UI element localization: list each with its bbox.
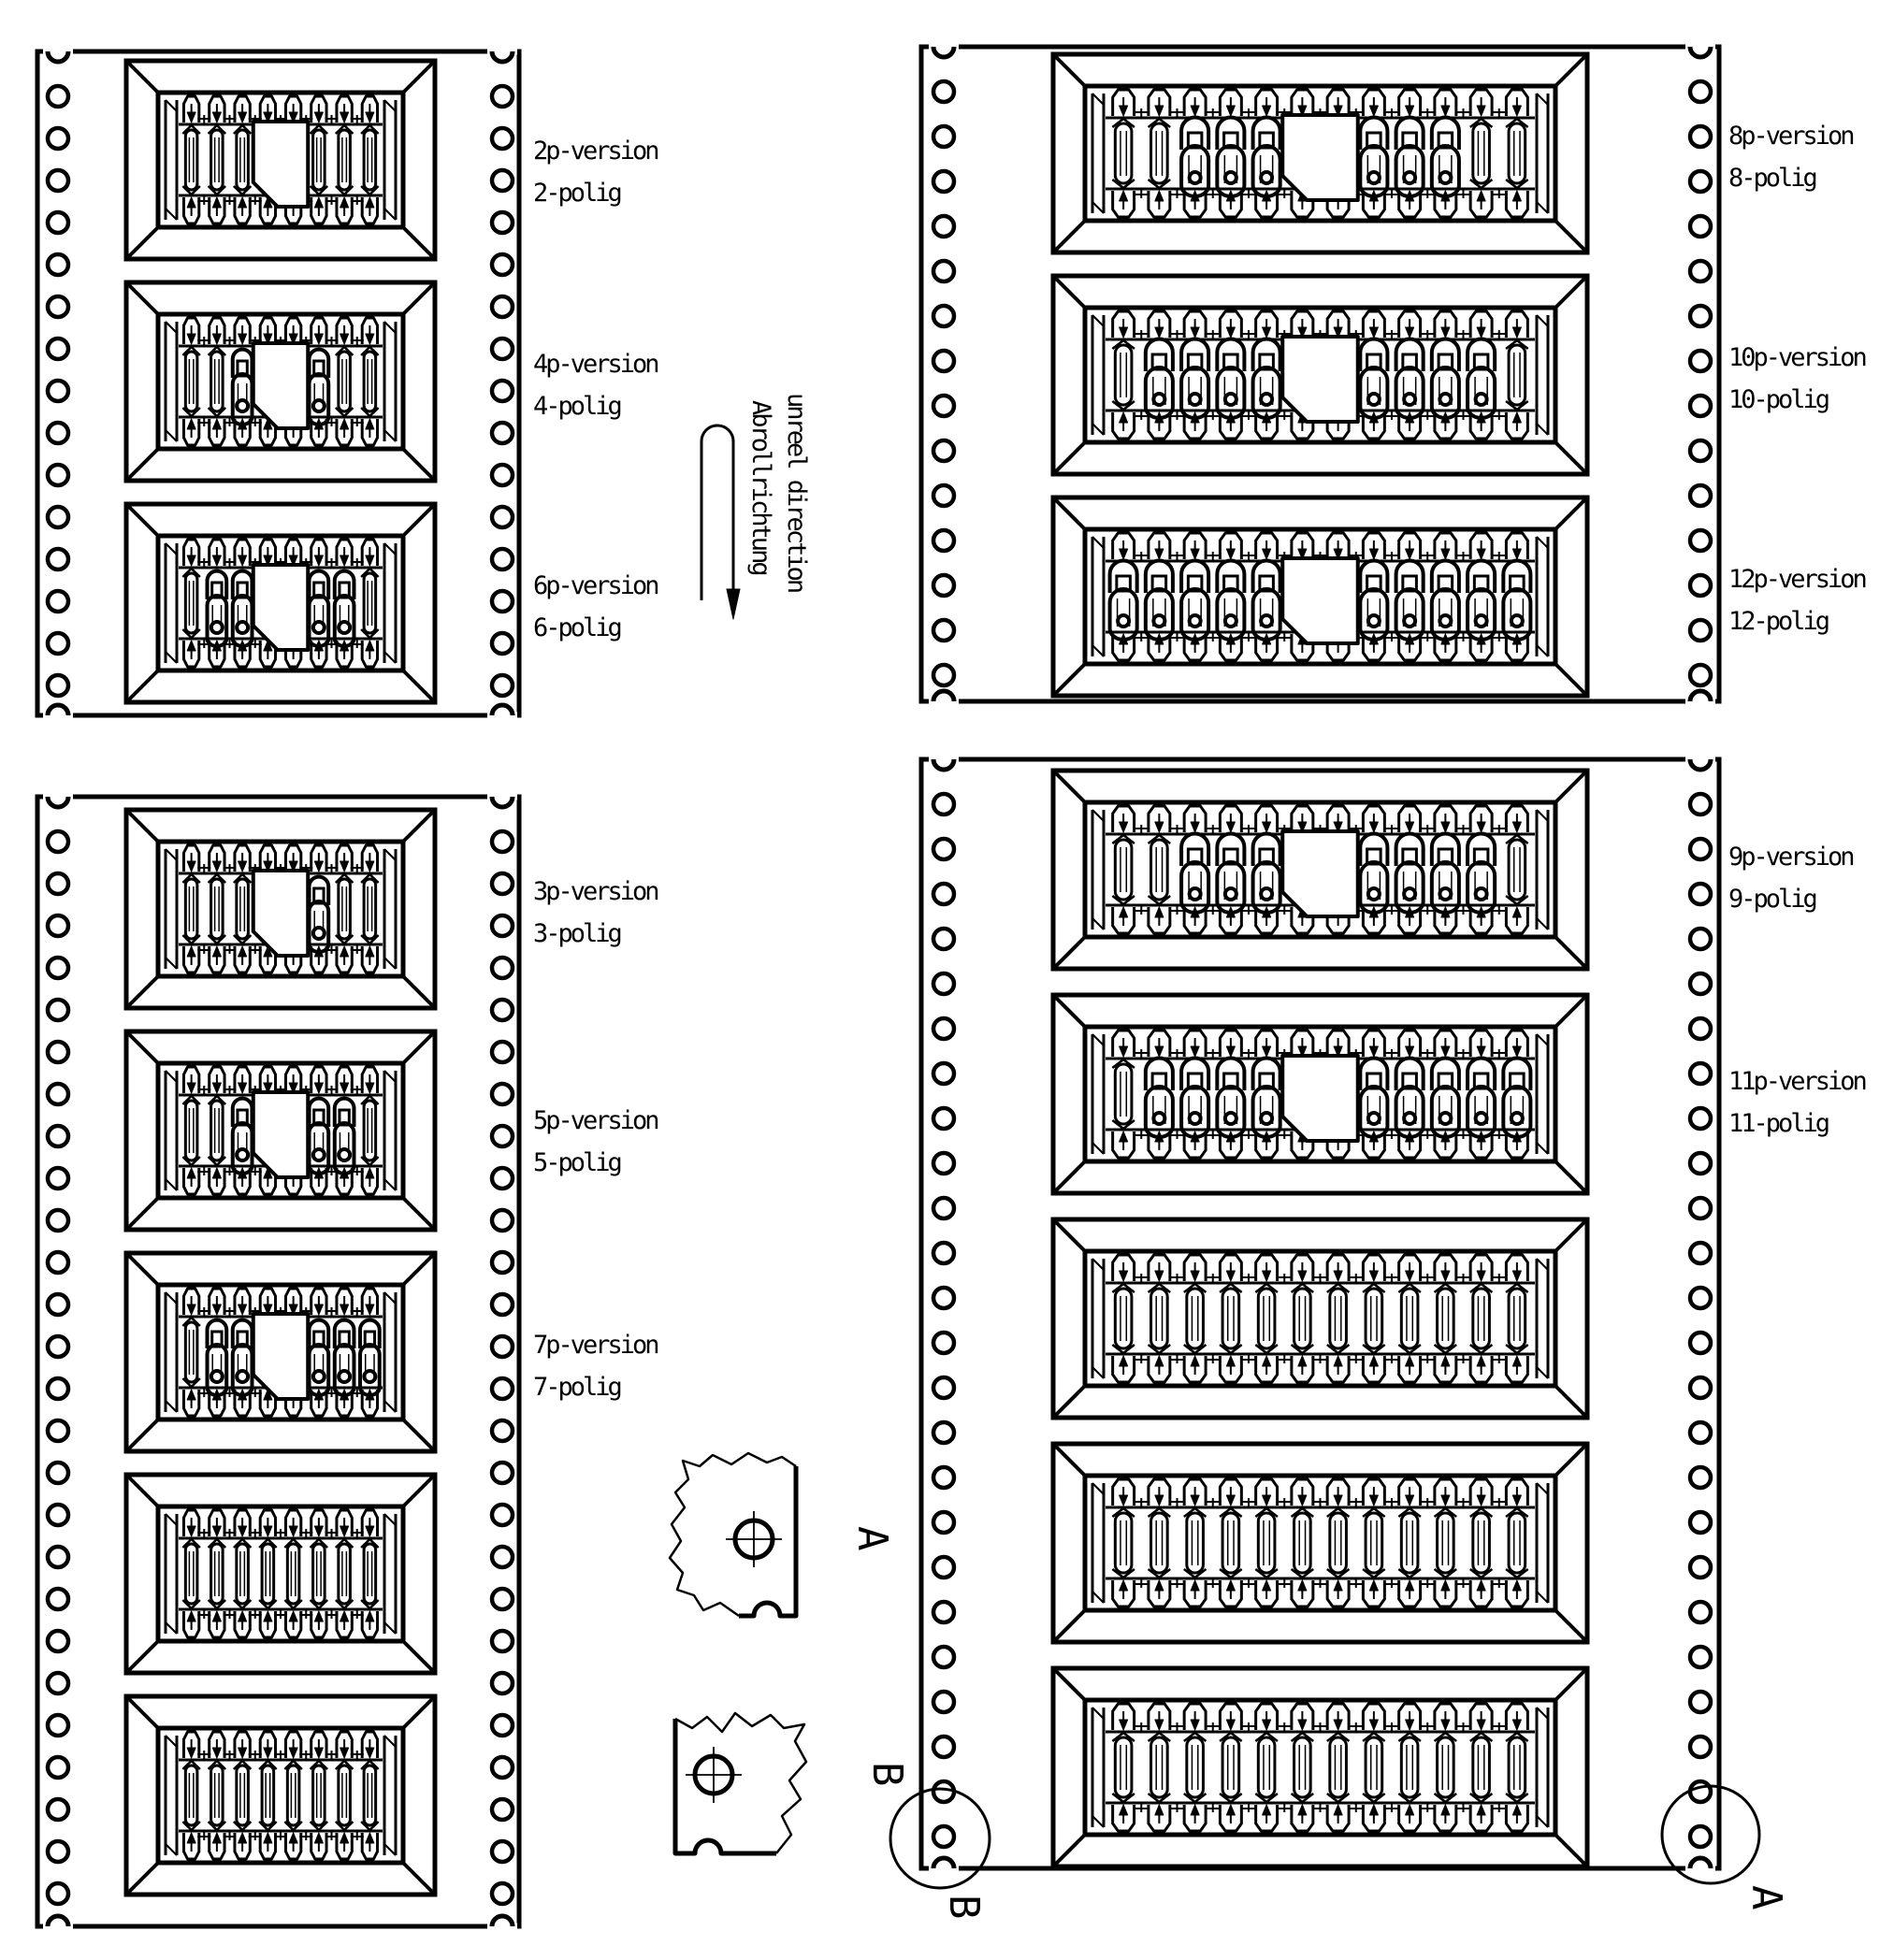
sprocket-hole (933, 1557, 954, 1578)
sprocket-hole (1690, 1108, 1711, 1129)
coding-window (1282, 115, 1358, 200)
coding-window (1282, 831, 1358, 916)
sprocket-hole (933, 1018, 954, 1039)
sprocket-hole (492, 1631, 513, 1651)
coding-window (1282, 558, 1358, 643)
sprocket-hole (48, 1210, 68, 1231)
detail-b-label: B (863, 1762, 911, 1784)
sprocket-hole (492, 633, 513, 654)
sprocket-hole (933, 530, 954, 551)
sprocket-hole (492, 339, 513, 359)
sprocket-hole (492, 1799, 513, 1820)
sprocket-hole (48, 1336, 68, 1357)
pocket-label-line2: 12-polig (1728, 607, 1829, 636)
pocket-label-line1: 3p-version (533, 877, 658, 906)
sprocket-hole (48, 1294, 68, 1315)
sprocket-hole (1690, 794, 1711, 814)
sprocket-hole (492, 507, 513, 527)
sprocket-hole (933, 794, 954, 814)
sprocket-hole (933, 1377, 954, 1398)
sprocket-hole (48, 170, 68, 191)
sprocket-hole (48, 212, 68, 233)
sprocket-hole (1690, 1557, 1711, 1578)
sprocket-hole (492, 423, 513, 443)
sprocket-hole (492, 1294, 513, 1315)
sprocket-hole (933, 1422, 954, 1443)
sprocket-hole (48, 915, 68, 936)
sprocket-hole (48, 1463, 68, 1483)
sprocket-hole (933, 81, 954, 102)
sprocket-hole (492, 549, 513, 569)
sprocket-hole (933, 351, 954, 371)
sprocket-hole (1690, 665, 1711, 685)
sprocket-hole (1690, 1153, 1711, 1174)
pocket-label-line2: 9-polig (1728, 885, 1815, 914)
sprocket-hole (492, 86, 513, 107)
detail-a-label: A (848, 1526, 896, 1549)
sprocket-hole (492, 1547, 513, 1567)
sprocket-hole (933, 1781, 954, 1802)
sprocket-hole (933, 261, 954, 281)
sprocket-hole (48, 549, 68, 569)
sprocket-hole (48, 1673, 68, 1693)
sprocket-hole (492, 1420, 513, 1441)
sprocket-hole (492, 1883, 513, 1904)
sprocket-hole (48, 1042, 68, 1062)
sprocket-hole (492, 591, 513, 612)
sprocket-hole (492, 1168, 513, 1189)
sprocket-hole (933, 396, 954, 416)
sprocket-hole (48, 128, 68, 149)
sprocket-hole (933, 884, 954, 904)
pocket-label-line2: 6-polig (533, 613, 620, 642)
sprocket-hole (933, 929, 954, 949)
sprocket-hole (1690, 261, 1711, 281)
sprocket-hole (492, 873, 513, 894)
pocket-label-line2: 7-polig (533, 1373, 620, 1402)
sprocket-hole (933, 1826, 954, 1847)
sprocket-hole (1690, 839, 1711, 859)
sprocket-hole (933, 485, 954, 506)
sprocket-hole (1690, 1781, 1711, 1802)
sprocket-hole (48, 675, 68, 696)
sprocket-hole (48, 1252, 68, 1273)
sprocket-hole (492, 1378, 513, 1399)
sprocket-hole (1690, 1467, 1711, 1488)
sprocket-hole (1690, 575, 1711, 596)
sprocket-hole (48, 1420, 68, 1441)
pocket-label-line2: 10-polig (1728, 385, 1829, 414)
sprocket-hole (492, 1126, 513, 1146)
sprocket-hole (933, 1512, 954, 1533)
sprocket-hole (933, 1243, 954, 1263)
sprocket-hole (492, 1000, 513, 1020)
sprocket-hole (48, 1883, 68, 1904)
pocket-label-line2: 3-polig (533, 919, 620, 948)
sprocket-hole (1690, 1198, 1711, 1218)
sprocket-hole (48, 1168, 68, 1189)
sprocket-hole (48, 1126, 68, 1146)
sprocket-hole (492, 915, 513, 936)
pocket-label-line1: 10p-version (1728, 343, 1865, 372)
sprocket-hole (492, 1505, 513, 1525)
sprocket-hole (48, 1841, 68, 1862)
sprocket-hole (933, 1602, 954, 1622)
sprocket-hole (933, 1108, 954, 1129)
sprocket-hole (1690, 1602, 1711, 1622)
sprocket-hole (1690, 1737, 1711, 1757)
sprocket-hole (492, 381, 513, 401)
pocket-label-line1: 2p-version (533, 137, 658, 166)
sprocket-hole (1690, 440, 1711, 461)
coding-window (1282, 1056, 1358, 1141)
sprocket-hole (933, 620, 954, 641)
sprocket-hole (492, 1673, 513, 1693)
sprocket-hole (48, 507, 68, 527)
pocket-label-line2: 4-polig (533, 392, 620, 421)
sprocket-hole (1690, 216, 1711, 237)
sprocket-hole (48, 1715, 68, 1736)
sprocket-hole (1690, 485, 1711, 506)
unreel-direction-label-de: Abrollrichtung (746, 400, 775, 574)
sprocket-hole (48, 831, 68, 852)
sprocket-hole (1690, 1422, 1711, 1443)
sprocket-hole (1690, 1288, 1711, 1308)
sprocket-hole (48, 958, 68, 978)
sprocket-hole (492, 831, 513, 852)
sprocket-hole (933, 126, 954, 147)
sprocket-hole (933, 839, 954, 859)
sprocket-hole (1690, 973, 1711, 994)
sprocket-hole (48, 591, 68, 612)
pocket-label-line1: 11p-version (1728, 1067, 1865, 1096)
sprocket-hole (492, 296, 513, 317)
sprocket-hole (1690, 620, 1711, 641)
sprocket-hole (492, 675, 513, 696)
sprocket-hole (1690, 1063, 1711, 1084)
sprocket-hole (933, 1288, 954, 1308)
sprocket-hole (48, 339, 68, 359)
pocket-label-line2: 8-polig (1728, 164, 1815, 193)
pocket-label-line1: 12p-version (1728, 565, 1865, 594)
pocket-label-line2: 2-polig (533, 179, 620, 208)
sprocket-hole (933, 1198, 954, 1218)
sprocket-hole (1690, 1692, 1711, 1712)
sprocket-hole (492, 1084, 513, 1104)
sprocket-hole (1690, 306, 1711, 326)
sprocket-hole (1690, 1333, 1711, 1353)
sprocket-hole (48, 633, 68, 654)
sprocket-hole (1690, 1826, 1711, 1847)
sprocket-hole (933, 306, 954, 326)
sprocket-hole (933, 665, 954, 685)
sprocket-hole (48, 423, 68, 443)
sprocket-hole (1690, 530, 1711, 551)
sprocket-hole (48, 1757, 68, 1778)
sprocket-hole (1690, 396, 1711, 416)
sprocket-hole (933, 1647, 954, 1667)
sprocket-hole (48, 873, 68, 894)
sprocket-hole (48, 254, 68, 275)
callout-letter-b: B (940, 1895, 988, 1917)
sprocket-hole (48, 381, 68, 401)
pocket-label-line1: 6p-version (533, 571, 658, 600)
sprocket-hole (48, 465, 68, 485)
sprocket-hole (1690, 1243, 1711, 1263)
pocket-label-line2: 11-polig (1728, 1109, 1829, 1138)
sprocket-hole (933, 973, 954, 994)
sprocket-hole (48, 1084, 68, 1104)
coding-window (1282, 337, 1358, 422)
sprocket-hole (1690, 171, 1711, 192)
unreel-direction-label-en: unreel direction (782, 393, 811, 592)
pocket-label-line2: 5-polig (533, 1148, 620, 1177)
sprocket-hole (933, 1692, 954, 1712)
sprocket-hole (492, 1336, 513, 1357)
sprocket-hole (933, 1467, 954, 1488)
pocket-label-line1: 5p-version (533, 1106, 658, 1135)
sprocket-hole (492, 128, 513, 149)
sprocket-hole (492, 958, 513, 978)
sprocket-hole (1690, 126, 1711, 147)
sprocket-hole (1690, 1377, 1711, 1398)
sprocket-hole (1690, 1647, 1711, 1667)
pocket-label-line1: 9p-version (1728, 843, 1853, 872)
sprocket-hole (48, 1589, 68, 1609)
callout-letter-a: A (1742, 1885, 1790, 1908)
sprocket-hole (492, 1210, 513, 1231)
sprocket-hole (48, 1547, 68, 1567)
sprocket-hole (492, 1841, 513, 1862)
sprocket-hole (492, 1042, 513, 1062)
pocket-label-line1: 7p-version (533, 1331, 658, 1360)
sprocket-hole (1690, 929, 1711, 949)
sprocket-hole (933, 440, 954, 461)
sprocket-hole (1690, 1018, 1711, 1039)
sprocket-hole (492, 1715, 513, 1736)
sprocket-hole (933, 171, 954, 192)
sprocket-hole (933, 575, 954, 596)
sprocket-hole (1690, 884, 1711, 904)
sprocket-hole (933, 1333, 954, 1353)
sprocket-hole (492, 465, 513, 485)
pocket-label-line1: 8p-version (1728, 122, 1853, 151)
sprocket-hole (1690, 81, 1711, 102)
sprocket-hole (492, 212, 513, 233)
pocket-label-line1: 4p-version (533, 350, 658, 379)
sprocket-hole (492, 1463, 513, 1483)
sprocket-hole (492, 1589, 513, 1609)
sprocket-hole (933, 216, 954, 237)
sprocket-hole (492, 1252, 513, 1273)
sprocket-hole (492, 170, 513, 191)
sprocket-hole (933, 1063, 954, 1084)
sprocket-hole (48, 1631, 68, 1651)
sprocket-hole (933, 1737, 954, 1757)
sprocket-hole (48, 86, 68, 107)
sprocket-hole (48, 296, 68, 317)
sprocket-hole (492, 254, 513, 275)
sprocket-hole (48, 1000, 68, 1020)
sprocket-hole (48, 1378, 68, 1399)
sprocket-hole (48, 1799, 68, 1820)
sprocket-hole (48, 1505, 68, 1525)
sprocket-hole (492, 1757, 513, 1778)
sprocket-hole (1690, 351, 1711, 371)
sprocket-hole (1690, 1512, 1711, 1533)
sprocket-hole (933, 1153, 954, 1174)
